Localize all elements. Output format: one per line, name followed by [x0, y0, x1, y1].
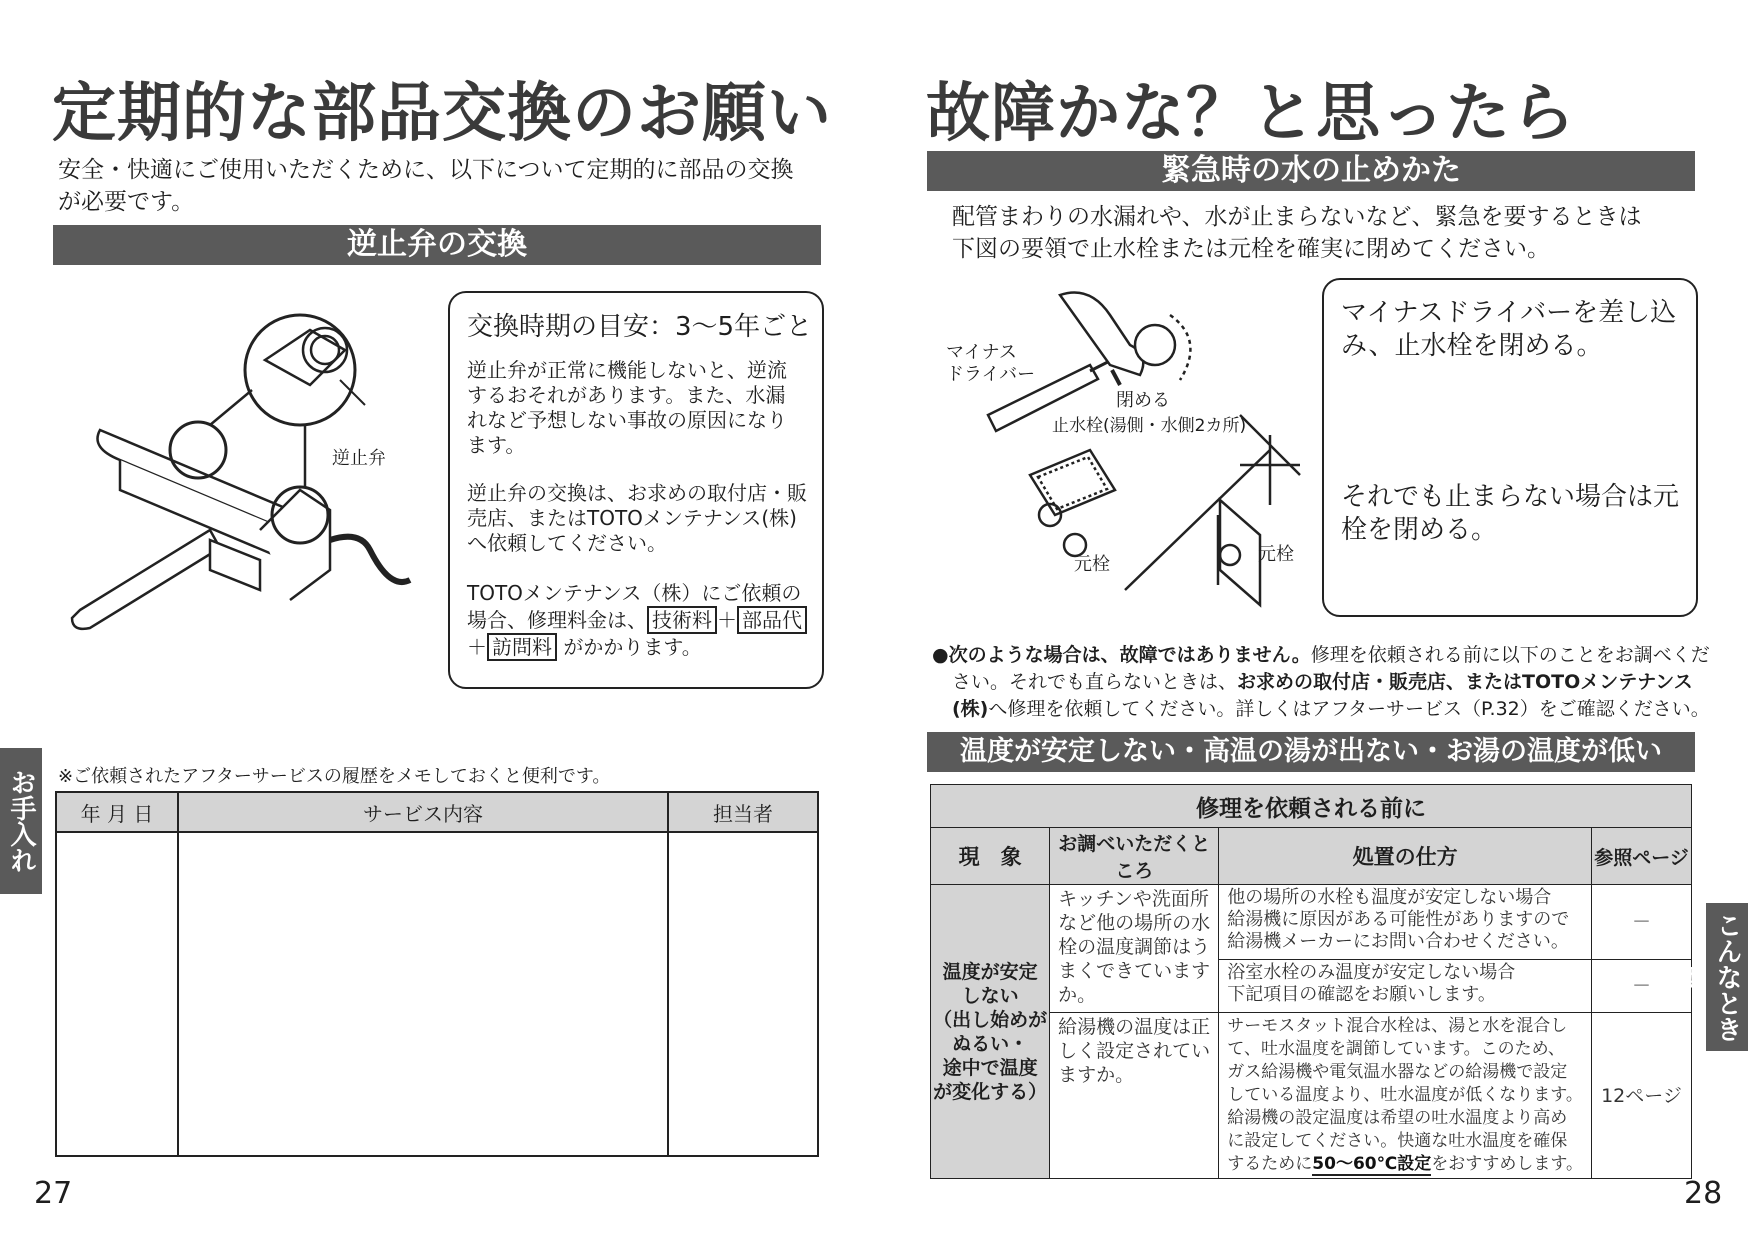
- text-line: 給湯機に原因がある可能性がありますので: [1227, 909, 1570, 930]
- text-line: 給湯機の設定温度は希望の吐水温度より高め: [1227, 1108, 1568, 1128]
- memo-cell[interactable]: [56, 832, 178, 1156]
- section-title-temperature: 温度が安定しない・高温の湯が出ない・お湯の温度が低い: [927, 732, 1695, 772]
- text-line: （出し始めが: [933, 1008, 1048, 1031]
- text-line: 途中で温度: [942, 1056, 1038, 1079]
- text-line: 給湯機の温度は正: [1058, 1016, 1211, 1038]
- text-segment: がかかります。: [563, 635, 702, 659]
- close-label: 閉める: [1116, 390, 1170, 411]
- text-line: しく設定されてい: [1058, 1040, 1211, 1062]
- valve-illustration: [940, 285, 1310, 615]
- text-segment: をおすすめします。: [1431, 1154, 1584, 1174]
- text-line: [467, 607, 807, 634]
- check-cell: [1050, 1013, 1219, 1179]
- fee-parts: 部品代: [737, 606, 807, 634]
- memo-note: ※ご依頼されたアフターサービスの履歴をメモしておくと便利です。: [58, 766, 611, 787]
- bullet: ●: [932, 644, 949, 666]
- intro-line: 下図の要領で止水栓または元栓を確実に閉めてください。: [952, 236, 1550, 262]
- replacement-info-box: [448, 291, 824, 689]
- text-line: ぬるい・: [952, 1032, 1029, 1055]
- main-valve-label-right: 元栓: [1258, 544, 1294, 565]
- side-tab-care[interactable]: お手入れ: [0, 748, 42, 894]
- table-caption-row: [931, 785, 1692, 828]
- text-line: [932, 669, 1710, 696]
- text-line: [932, 696, 1710, 723]
- text-line: 浴室水栓のみ温度が安定しない場合: [1227, 962, 1516, 983]
- action-cell: [1219, 960, 1592, 1013]
- col-date: 年 月 日: [56, 792, 178, 832]
- text-line: [1227, 1153, 1583, 1176]
- text-line: [467, 634, 807, 661]
- col-service: サービス内容: [178, 792, 668, 832]
- table-caption: 修理を依頼される前に: [931, 785, 1692, 828]
- text-line: 逆止弁が正常に機能しないと、逆流: [467, 358, 787, 382]
- text-line: 給湯機メーカーにお問い合わせください。: [1227, 931, 1569, 952]
- box-paragraph-2: [467, 481, 807, 556]
- text-line: 栓を閉める。: [1341, 515, 1498, 545]
- text-line: に設定してください。快適な吐水温度を確保: [1227, 1131, 1568, 1151]
- text-line: キッチンや洗面所: [1058, 888, 1209, 910]
- table-header-row: [56, 792, 818, 832]
- text-line: 他の場所の水栓も温度が安定しない場合: [1227, 887, 1552, 908]
- instruction-box: [1322, 278, 1698, 617]
- text-line: マイナスドライバーを差し込: [1341, 298, 1677, 328]
- text-line: それでも止まらない場合は元: [1341, 482, 1680, 512]
- text-line: み、止水栓を閉める。: [1341, 331, 1603, 361]
- text-line: するおそれがあります。また、水漏: [467, 383, 786, 407]
- symptom-cell: [931, 885, 1050, 1179]
- text-segment: 修理を依頼される前に以下のことをお調べくだ: [1310, 644, 1710, 666]
- check-valve-label: 逆止弁: [332, 448, 386, 469]
- not-a-failure-note: [932, 642, 1710, 723]
- text-segment: するために: [1227, 1154, 1313, 1174]
- main-valve-label-left: 元栓: [1074, 554, 1110, 575]
- check-cell: [1050, 885, 1219, 1013]
- text-line: 栓の温度調節はう: [1058, 936, 1211, 958]
- text-line: している温度より、吐水温度が低くなります。: [1227, 1085, 1583, 1105]
- memo-cell[interactable]: [668, 832, 818, 1156]
- fee-technical: 技術料: [647, 606, 717, 634]
- text-line: 温度が安定: [942, 960, 1038, 983]
- recommended-setting: 50〜60℃設定: [1312, 1154, 1432, 1174]
- text-line: か。: [1058, 984, 1097, 1006]
- page-number-left: 27: [34, 1176, 73, 1211]
- text-line: など他の場所の水: [1058, 912, 1211, 934]
- text-line: 売店、またはTOTOメンテナンス(株): [467, 506, 797, 530]
- text-line: ます。: [467, 433, 526, 457]
- instruction-step-2: [1341, 481, 1679, 547]
- stop-valve-label: 止水栓(湯側・水側2カ所): [1052, 416, 1247, 436]
- page-title-right: 故障かな？と思ったら: [926, 77, 1576, 151]
- faucet-illustration: [60, 310, 440, 650]
- section-title-emergency: 緊急時の水の止めかた: [927, 151, 1695, 191]
- page-title-left: 定期的な部品交換のお願い: [52, 77, 832, 151]
- text-line: サーモスタット混合水栓は、湯と水を混合し: [1227, 1016, 1568, 1036]
- text-line: まくできています: [1058, 960, 1211, 982]
- plus-sign: ＋: [717, 608, 737, 632]
- text-bold: お求めの取付店・販売店、またはTOTOメンテナンス: [1237, 671, 1693, 693]
- instruction-step-1: [1341, 297, 1676, 363]
- reference-cell: 12ページ: [1592, 1013, 1692, 1179]
- col-person: 担当者: [668, 792, 818, 832]
- intro-text-right: [952, 201, 1642, 265]
- text-line: へ依頼してください。: [467, 531, 667, 555]
- memo-cell[interactable]: [178, 832, 668, 1156]
- text-line: TOTOメンテナンス（株）にご依頼の: [467, 581, 802, 605]
- intro-text-left: [58, 154, 794, 218]
- text-bold: 次のような場合は、故障ではありません。: [948, 644, 1311, 666]
- text-line: [932, 642, 1710, 669]
- text-segment: へ修理を依頼してください。詳しくはアフターサービス（P.32）をご確認ください。: [988, 698, 1710, 720]
- text-line: て、吐水温度を調節しています。このため、: [1227, 1039, 1565, 1059]
- text-line: ますか。: [1058, 1064, 1135, 1086]
- col-symptom: 現 象: [931, 828, 1050, 885]
- intro-line: 配管まわりの水漏れや、水が止まらないなど、緊急を要するときは: [952, 204, 1642, 230]
- col-check: お調べいただくところ: [1050, 828, 1219, 885]
- text-segment: さい。それでも直らないときは、: [952, 671, 1238, 693]
- col-reference: 参照ページ: [1592, 828, 1692, 885]
- table-row: [931, 885, 1692, 960]
- text-line: 下記項目の確認をお願いします。: [1227, 984, 1496, 1005]
- intro-line: が必要です。: [58, 189, 195, 215]
- text-bold: (株): [952, 698, 989, 720]
- action-cell: [1219, 885, 1592, 960]
- text-segment: 場合、修理料金は、: [467, 608, 647, 632]
- action-cell: [1219, 1013, 1592, 1179]
- table-header-row: [931, 828, 1692, 885]
- box-paragraph-1: [467, 358, 787, 458]
- text-line: マイナス: [946, 342, 1017, 363]
- service-memo-table: [55, 791, 819, 1157]
- driver-label: [946, 342, 1035, 386]
- box-heading: 交換時期の目安：3〜5年ごと: [467, 312, 813, 342]
- reference-cell: －: [1592, 960, 1692, 1013]
- text-line: ドライバー: [946, 364, 1036, 385]
- text-line: が変化する）: [933, 1080, 1048, 1103]
- reference-cell: －: [1592, 885, 1692, 960]
- box-paragraph-3: [467, 580, 807, 661]
- side-tab-troubleshooting[interactable]: こんなときは: [1706, 903, 1748, 1051]
- text-line: 逆止弁の交換は、お求めの取付店・販: [467, 481, 807, 505]
- fee-visit: 訪問料: [487, 633, 557, 661]
- troubleshooting-table: [930, 784, 1692, 1179]
- section-title-check-valve: 逆止弁の交換: [53, 225, 821, 265]
- text-line: ガス給湯機や電気温水器などの給湯機で設定: [1227, 1062, 1568, 1082]
- intro-line: 安全・快適にご使用いただくために、以下について定期的に部品の交換: [58, 157, 794, 183]
- text-line: れなど予想しない事故の原因になり: [467, 408, 787, 432]
- plus-sign: ＋: [467, 635, 487, 659]
- table-row: [56, 832, 818, 1156]
- col-action: 処置の仕方: [1219, 828, 1592, 885]
- page-number-right: 28: [1684, 1176, 1723, 1211]
- text-line: しない: [961, 984, 1019, 1007]
